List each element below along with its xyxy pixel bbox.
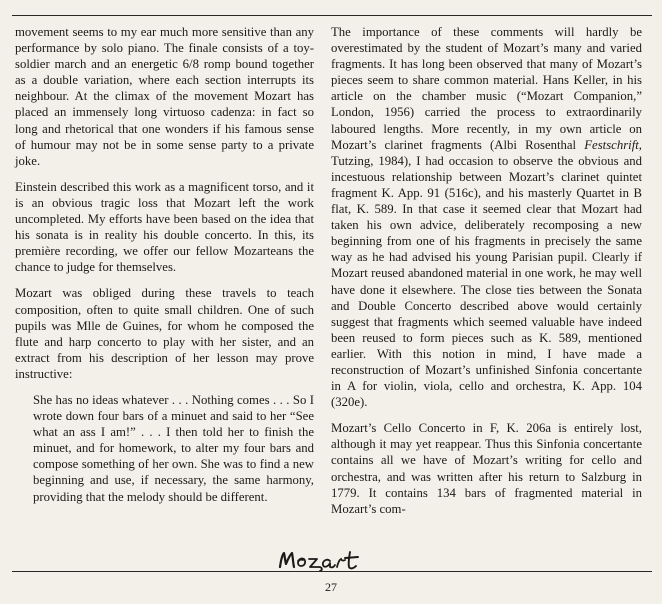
paragraph: Einstein described this work as a magnificent torso, and it is an obvious tragic loss that Mozart left the work uncompleted. My efforts have been based on the idea that his sonata is in reality his double concerto. In this, its première recording, we offer our fellow Mozarteans the chance to judge for themselves. [15, 179, 314, 275]
italic-title: Festschrift, [584, 137, 642, 152]
paragraph-text: The importance of these comments will hardly be overestimated by the student of Mozart’s many and varied fragments. It has long been observed that many of Mozart’s pieces seem to share common material. Hans Keller, in his article on the chamber music (“Mozart Companion,” London, 1956) carried the process to extraordinarily laboured lengths. More recently, in my own article on Mozart’s clarinet fragments (Albi Rosenthal [331, 25, 642, 152]
left-column [15, 24, 314, 505]
paragraph: Mozart was obliged during these travels to teach composition, often to quite small children. One of such pupils was Mlle de Guines, for whom he composed the flute and harp concerto to play with her sister, and an extract from his description of her lesson may prove instructive: [15, 286, 314, 381]
paragraph [331, 24, 642, 410]
paragraph: Mozart’s Cello Concerto in F, K. 206a is entirely lost, although it may yet reappear. Thus this Sinfonia concertante contains all we have of Mozart’s writing for cello and orchestra, and was written after his return to Salzburg in 1779. It contains 134 bars of fragmented material in Mozart’s com- [331, 421, 642, 516]
top-rule [12, 15, 652, 16]
right-column [331, 24, 642, 527]
paragraph: movement seems to my ear much more sensitive than any performance by solo piano. The finale consists of a toy-soldier march and an energetic 6/8 romp bound together as a double variation, where each section interrupts its neighbour. At the climax of the movement Mozart has placed an immensely long virtuoso cadenza: in fact so long and rhetorical that one wonders if his famous sense of humour may not be in some sense party to a private joke. [15, 25, 314, 168]
block-quote: She has no ideas whatever . . . Nothing comes . . . So I wrote down four bars of a minuet and said to her “See what an ass I am!” . . . I then told her to finish the minuet, and for homework, to alter my four bars and compose something of her own. She was to find a new beginning and use, if necessary, the same harmony, providing that the melody should be different. [33, 392, 314, 504]
bottom-rule [12, 571, 652, 572]
paragraph-text: Tutzing, 1984), I had occasion to observe the obvious and incestuous relationship between Mozart’s clarinet quintet fragment K. App. 91 (516c), and his masterly Quartet in B flat, K. 589. In that case it seemed clear that Mozart had taken his own advice, deliberately recomposing a new beginning from one of his fragments in precisely the same way as he had advised his young Parisian pupil. Clearly if Mozart reused abandoned material in one work, he may well have done it elsewhere. The close ties between the Sonata and Double Concerto described above would certainly suggest that fragments which seemed valuable have indeed been reused to form pieces such as K. 589, mentioned earlier. With this notion in mind, I have made a reconstruction of Mozart’s unfinished Sinfonia concertante in A for violin, viola, cello and orchestra, K. App. 104 (320e). [331, 153, 642, 410]
mozart-signature-logo [272, 548, 390, 572]
page-number: 27 [325, 580, 337, 594]
